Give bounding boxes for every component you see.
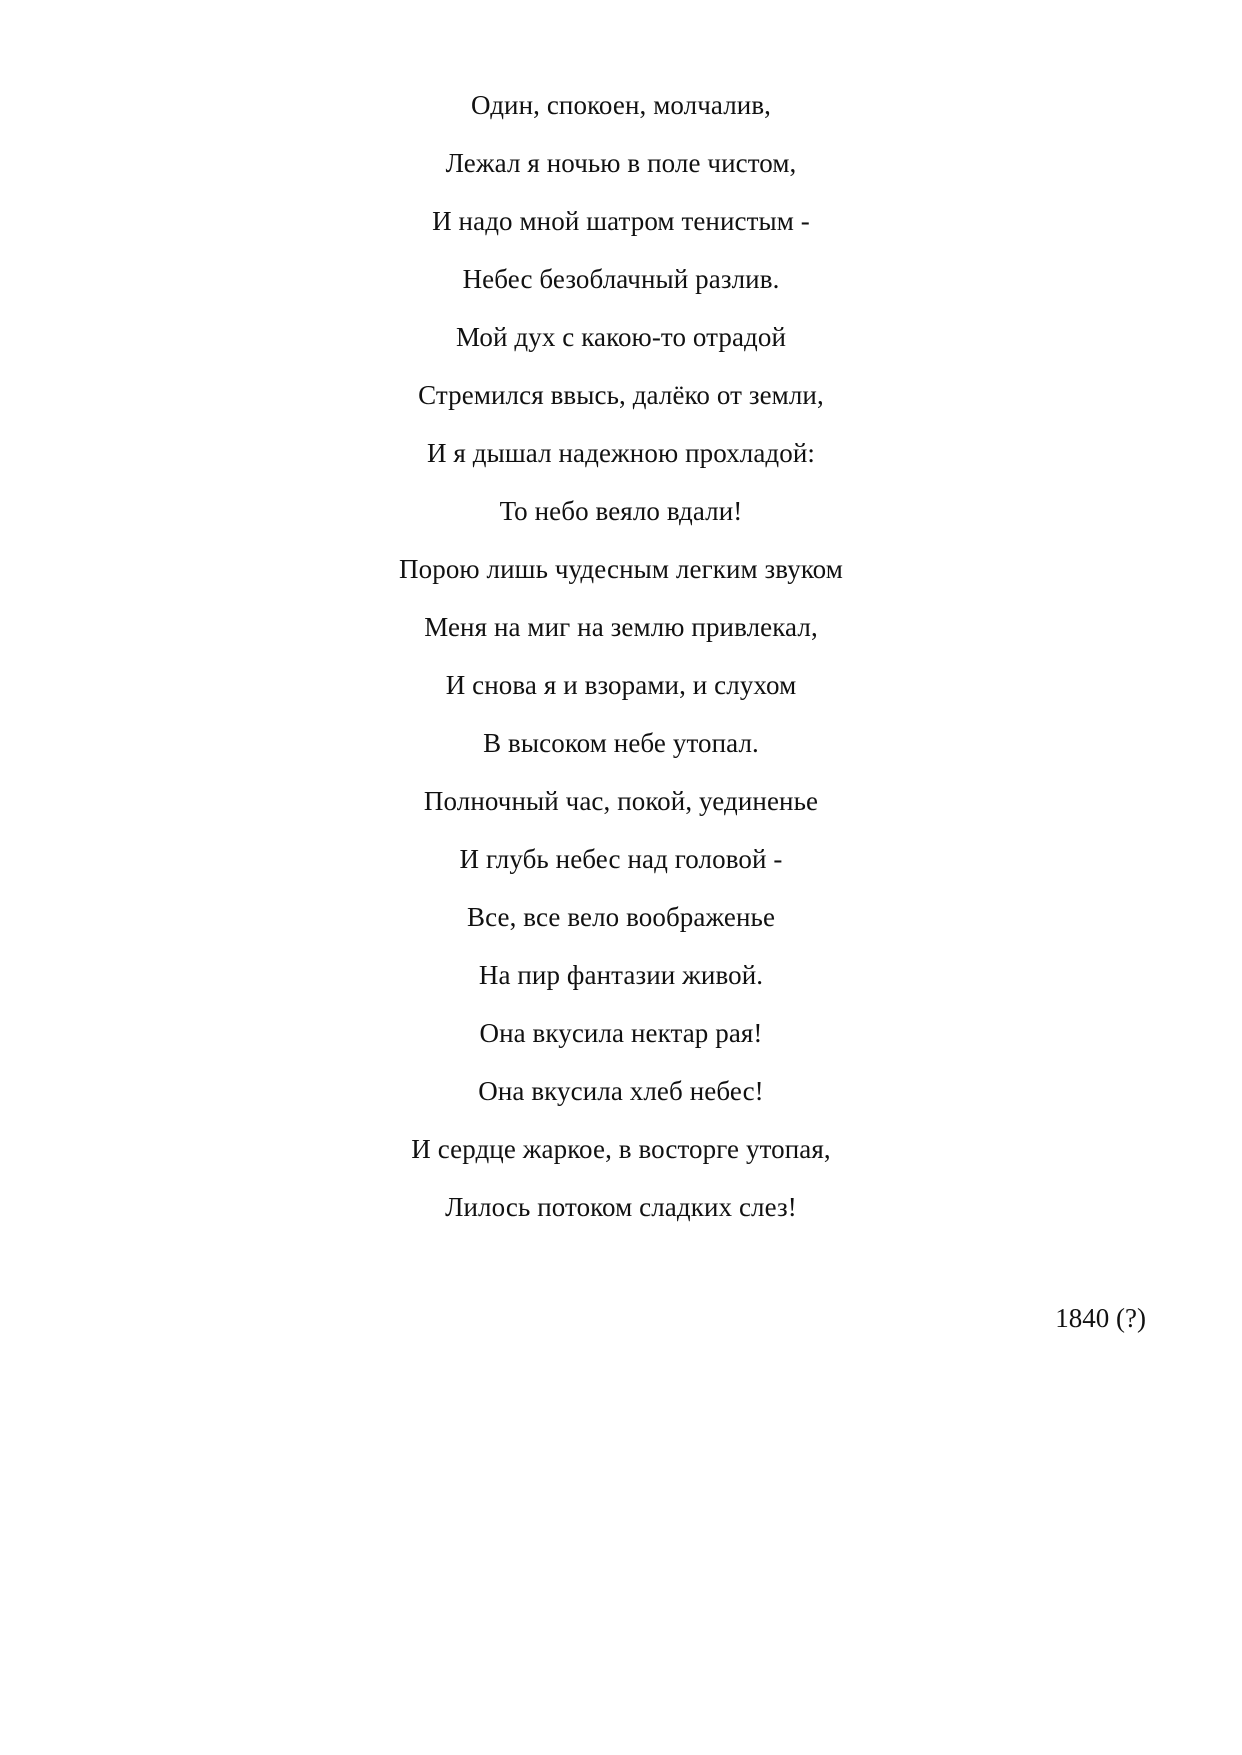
poem-line-19: И сердце жаркое, в восторге утопая, xyxy=(411,1134,831,1164)
poem-line-11: И снова я и взорами, и слухом xyxy=(445,670,797,700)
poem-line-18: Она вкусила хлеб небес! xyxy=(478,1076,764,1106)
poem-line-16: На пир фантазии живой. xyxy=(478,960,764,990)
poem-line-10: Меня на миг на землю привлекал, xyxy=(424,612,818,642)
poem-line-4: Небес безоблачный разлив. xyxy=(462,264,780,294)
poem-line-14: И глубь небес над головой - xyxy=(459,844,783,874)
poem-date: 1840 (?) xyxy=(1055,1303,1146,1333)
poem-line-8: То небо веяло вдали! xyxy=(499,496,743,526)
poem-line-3: И надо мной шатром тенистым - xyxy=(432,206,810,236)
poem-line-9: Порою лишь чудесным легким звуком xyxy=(399,554,843,584)
poem-line-1: Один, спокоен, молчалив, xyxy=(470,90,772,120)
poem-line-7: И я дышал надежною прохладой: xyxy=(426,438,816,468)
poem-line-13: Полночный час, покой, уединенье xyxy=(423,786,819,816)
poem-line-2: Лежал я ночью в поле чистом, xyxy=(445,148,797,178)
poem-line-12: В высоком небе утопал. xyxy=(483,728,759,758)
poem-line-15: Все, все вело воображенье xyxy=(466,902,776,932)
poem-line-5: Мой дух с какою-то отрадой xyxy=(455,322,787,352)
poem-line-6: Стремился ввысь, далёко от земли, xyxy=(418,380,824,410)
poem-text xyxy=(0,76,1242,1236)
poem-line-17: Она вкусила нектар рая! xyxy=(479,1018,763,1048)
poem-line-20: Лилось потоком сладких слез! xyxy=(445,1192,797,1222)
